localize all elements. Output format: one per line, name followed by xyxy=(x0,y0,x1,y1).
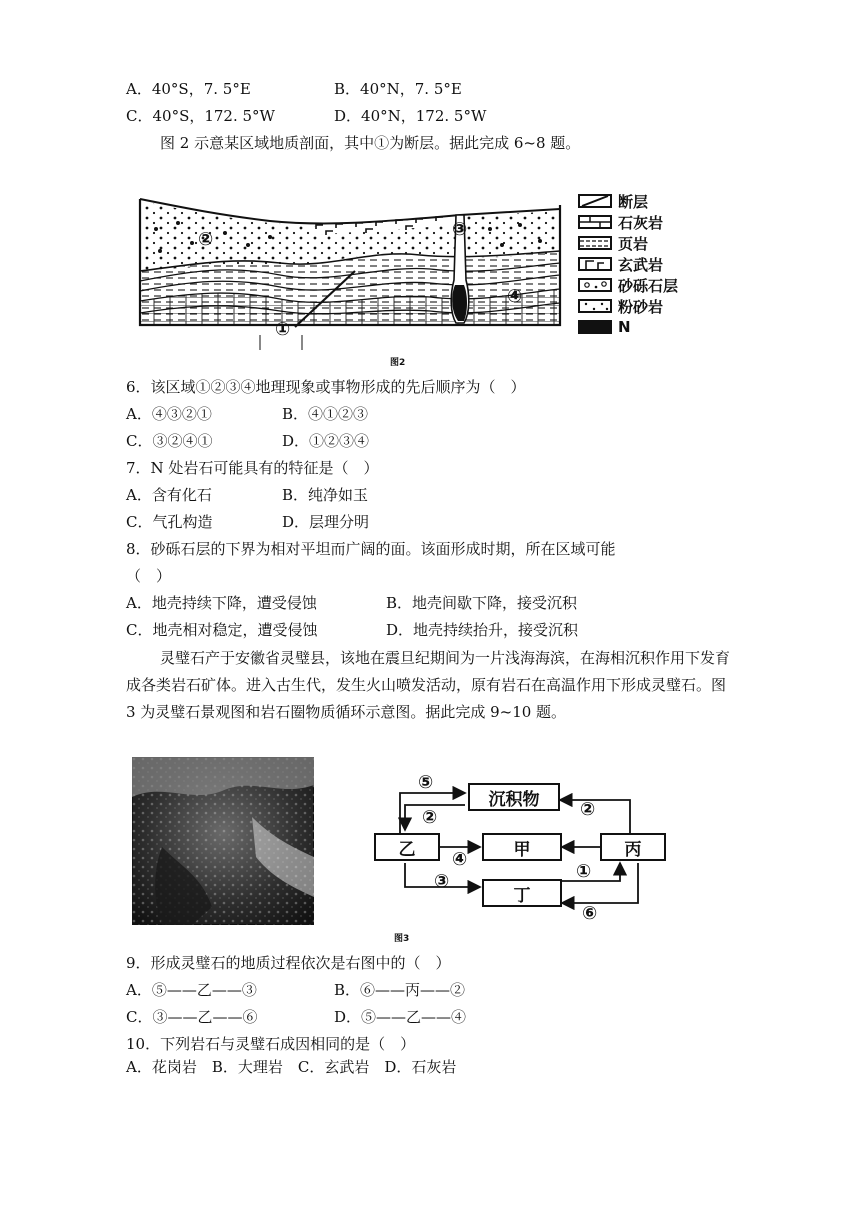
label-2-circled: ② xyxy=(198,229,214,250)
q6-stem: 6．该区域①②③④地理现象或事物形成的先后顺序为（ ） xyxy=(126,378,526,396)
cross-section-diagram xyxy=(130,185,570,355)
q6-option-b: B．④①②③ xyxy=(282,405,369,423)
q8-option-b: B．地壳间歇下降，接受沉积 xyxy=(386,594,578,612)
legend-basalt-label: 玄武岩 xyxy=(618,255,664,274)
q7-option-b: B．纯净如玉 xyxy=(282,486,369,504)
legend-fault-label: 断层 xyxy=(618,192,649,211)
basalt-swatch-icon xyxy=(578,257,612,271)
label-4-circled: ④ xyxy=(507,286,523,307)
fault-swatch-icon xyxy=(578,194,612,208)
box-yi: 乙 xyxy=(374,833,440,861)
figure-3 xyxy=(132,755,682,945)
legend-gravel xyxy=(578,275,678,295)
siltstone-swatch-icon xyxy=(578,299,612,313)
legend-n xyxy=(578,317,631,337)
legend-limestone xyxy=(578,212,663,232)
figure-2-legend xyxy=(578,191,718,341)
figure-3-caption: 图3 xyxy=(394,934,410,944)
q5-option-c: C．40°S，172. 5°W xyxy=(126,107,275,125)
q7-option-a: A．含有化石 xyxy=(126,486,212,504)
arrow-label-1: ① xyxy=(576,861,592,882)
lingbi-stone-photo xyxy=(132,757,314,925)
legend-limestone-label: 石灰岩 xyxy=(618,213,664,232)
arrow-label-6: ⑥ xyxy=(582,903,598,924)
box-bing: 丙 xyxy=(600,833,666,861)
legend-siltstone-label: 粉砂岩 xyxy=(618,297,664,316)
q5-option-d: D．40°N，172. 5°W xyxy=(334,107,487,125)
q5-option-b: B．40°N，7. 5°E xyxy=(334,80,462,98)
label-1-fault: ① xyxy=(275,319,291,340)
limestone-swatch-icon xyxy=(578,215,612,229)
q8-option-a: A．地壳持续下降，遭受侵蚀 xyxy=(126,594,317,612)
q9-option-b: B．⑥——丙——② xyxy=(334,981,466,999)
q7-option-d: D．层理分明 xyxy=(282,513,370,531)
legend-shale-label: 页岩 xyxy=(618,234,649,253)
legend-shale xyxy=(578,233,648,253)
box-jia: 甲 xyxy=(482,833,562,861)
q10-options: A．花岗岩 B．大理岩 C．玄武岩 D．石灰岩 xyxy=(126,1058,457,1076)
q8-option-d: D．地壳持续抬升，接受沉积 xyxy=(386,621,579,639)
q8-stem-line2: （ ） xyxy=(126,567,172,585)
q6-option-a: A．④③②① xyxy=(126,405,212,423)
arrow-label-2-right: ② xyxy=(580,799,596,820)
legend-gravel-label: 砂砾石层 xyxy=(618,276,679,295)
gravel-swatch-icon xyxy=(578,278,612,292)
n-swatch-icon xyxy=(578,320,612,334)
legend-basalt xyxy=(578,254,663,274)
q8-option-c: C．地壳相对稳定，遭受侵蚀 xyxy=(126,621,318,639)
legend-fault xyxy=(578,191,648,211)
shale-swatch-icon xyxy=(578,236,612,250)
arrow-label-4: ④ xyxy=(452,849,468,870)
q9-option-d: D．⑤——乙——④ xyxy=(334,1008,467,1026)
q5-option-a: A．40°S，7. 5°E xyxy=(126,80,251,98)
q7-option-c: C．气孔构造 xyxy=(126,513,213,531)
legend-siltstone xyxy=(578,296,663,316)
fig2-intro-text: 图 2 示意某区域地质剖面，其中①为断层。据此完成 6~8 题。 xyxy=(160,134,581,152)
label-3-circled: ③ xyxy=(452,219,468,240)
q8-stem-line1: 8．砂砾石层的下界为相对平坦而广阔的面。该面形成时期，所在区域可能 xyxy=(126,540,616,558)
fig3-intro-paragraph: 灵璧石产于安徽省灵璧县，该地在震旦纪期间为一片浅海海滨，在海相沉积作用下发育成各类岩石矿体。进入古生代，发生火山喷发活动，原有岩石在高温作用下形成灵璧石。图 3 为灵璧石景观图和岩石圈物质循环示意图。据此完成 9~10 题。 xyxy=(126,649,731,721)
arrow-label-3: ③ xyxy=(434,871,450,892)
box-sediment: 沉积物 xyxy=(468,783,560,811)
figure-2 xyxy=(130,185,720,375)
q9-stem: 9．形成灵璧石的地质过程依次是右图中的（ ） xyxy=(126,954,451,972)
figure-2-caption: 图2 xyxy=(390,358,406,368)
q9-option-a: A．⑤——乙——③ xyxy=(126,981,257,999)
q7-stem: 7．N 处岩石可能具有的特征是（ ） xyxy=(126,459,379,477)
rock-cycle-diagram xyxy=(370,755,670,945)
arrow-label-5: ⑤ xyxy=(418,772,434,793)
q9-option-c: C．③——乙——⑥ xyxy=(126,1008,258,1026)
q6-option-d: D．①②③④ xyxy=(282,432,370,450)
q10-stem: 10．下列岩石与灵璧石成因相同的是（ ） xyxy=(126,1035,416,1053)
legend-n-label: N xyxy=(618,318,631,336)
box-ding: 丁 xyxy=(482,879,562,907)
arrow-label-2-left: ② xyxy=(422,807,438,828)
q6-option-c: C．③②④① xyxy=(126,432,213,450)
